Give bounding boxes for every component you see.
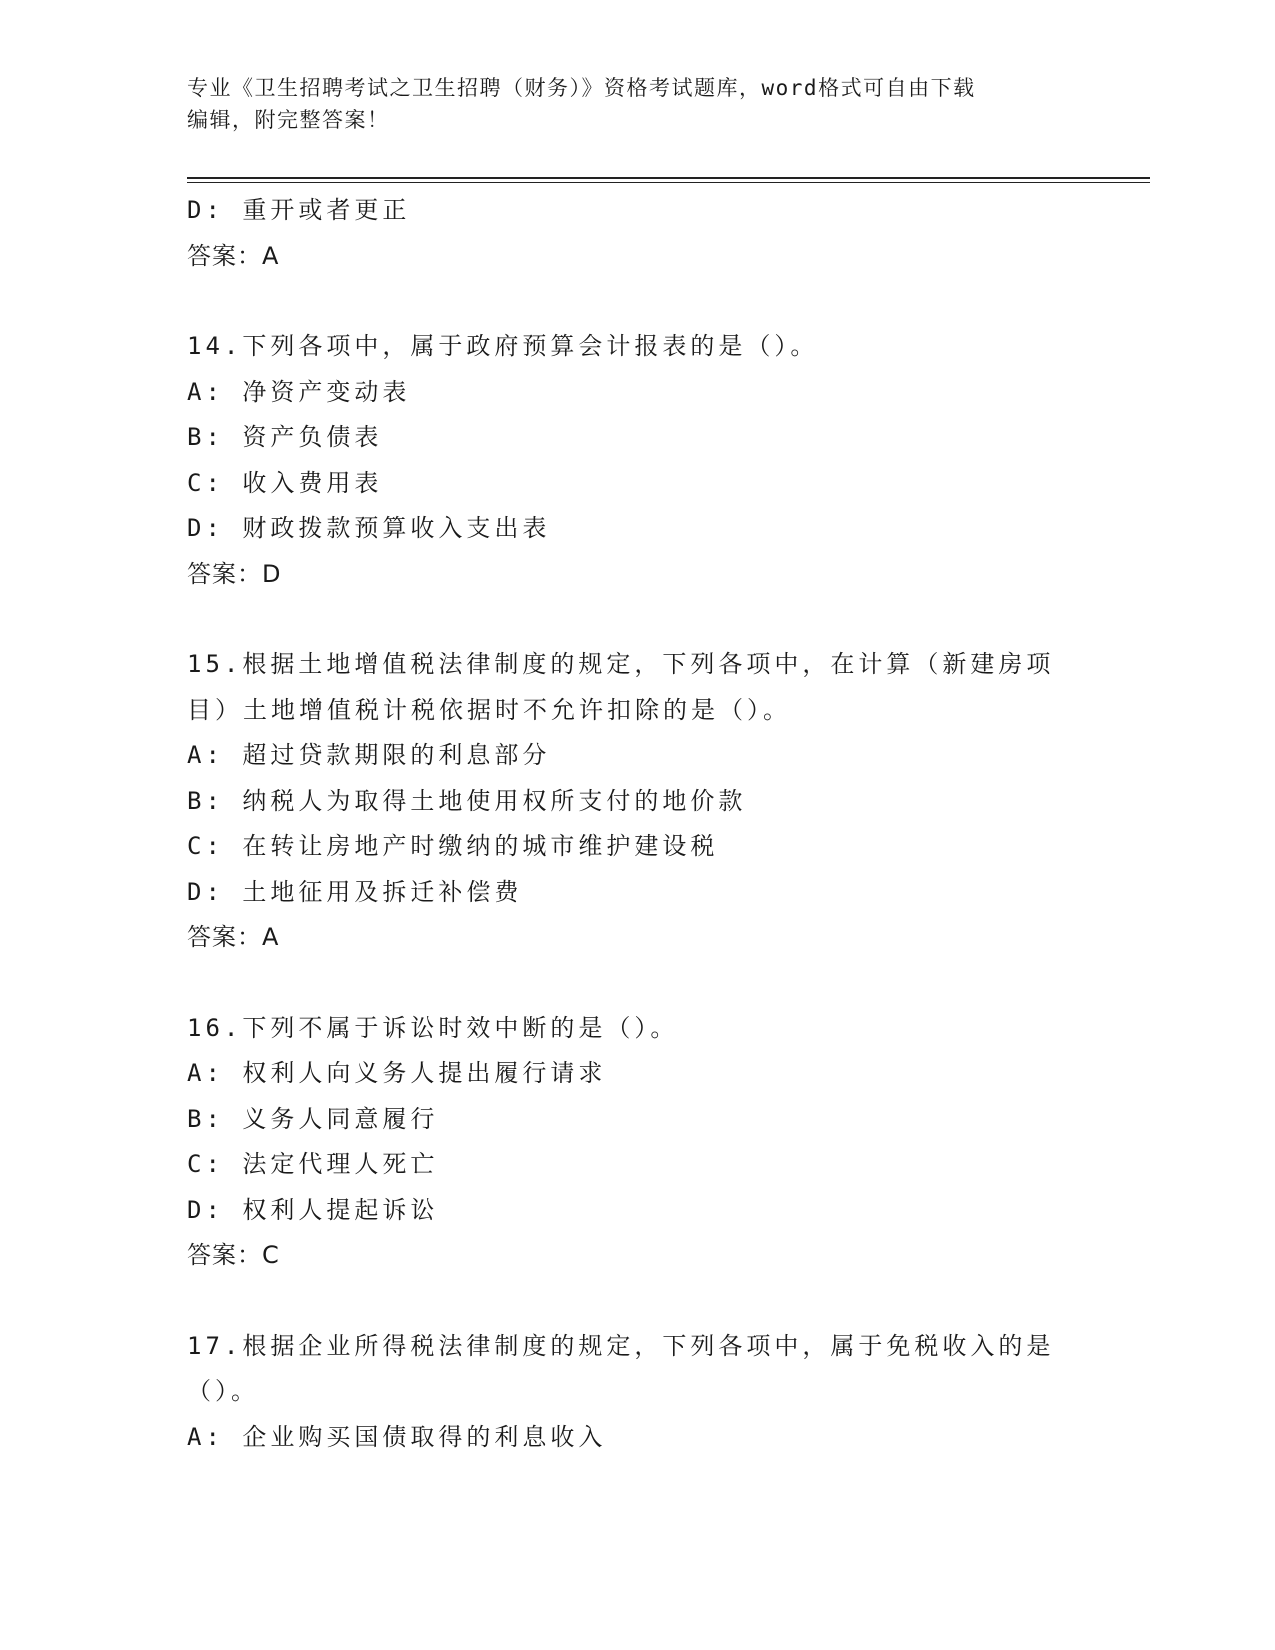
option-a: A: 企业购买国债取得的利息收入 — [187, 1422, 607, 1451]
option-c: C: 法定代理人死亡 — [187, 1150, 439, 1178]
question-16 — [187, 1006, 1087, 1279]
page-header — [187, 72, 1087, 136]
header-title-line1: 专业《卫生招聘考试之卫生招聘（财务）》资格考试题库，word格式可自由下载 — [187, 76, 976, 100]
option-d: D: 权利人提起诉讼 — [187, 1195, 439, 1224]
question-14 — [187, 324, 1087, 597]
option-b: B: 义务人同意履行 — [187, 1104, 439, 1133]
header-title-line2: 编辑，附完整答案！ — [187, 108, 390, 132]
option-b: B: 资产负债表 — [187, 423, 383, 451]
question-stem: 17.根据企业所得税法律制度的规定，下列各项中，属于免税收入的是（）。 — [187, 1331, 1055, 1405]
question-content — [187, 188, 1087, 1460]
header-rule-thin — [187, 182, 1150, 183]
option-c: C: 在转让房地产时缴纳的城市维护建设税 — [187, 832, 719, 860]
answer-line: 答案：A — [187, 923, 280, 951]
question-stem: 14.下列各项中，属于政府预算会计报表的是（）。 — [187, 332, 819, 360]
option-c: C: 收入费用表 — [187, 468, 383, 497]
option-a: A: 权利人向义务人提出履行请求 — [187, 1059, 607, 1087]
option-a: A: 超过贷款期限的利息部分 — [187, 741, 551, 769]
header-rule-thick — [187, 177, 1150, 179]
option-d: D: 财政拨款预算收入支出表 — [187, 514, 551, 542]
answer-line: 答案：D — [187, 559, 282, 588]
option-d: D: 土地征用及拆迁补偿费 — [187, 877, 523, 906]
option-d: D: 重开或者更正 — [187, 196, 411, 224]
option-b: B: 纳税人为取得土地使用权所支付的地价款 — [187, 786, 747, 815]
question-stem: 16.下列不属于诉讼时效中断的是（）。 — [187, 1013, 679, 1042]
option-a: A: 净资产变动表 — [187, 377, 411, 406]
previous-question-tail — [187, 188, 1087, 279]
question-15 — [187, 642, 1087, 961]
answer-line: 答案：A — [187, 241, 280, 270]
question-17 — [187, 1324, 1087, 1461]
answer-line: 答案：C — [187, 1241, 280, 1269]
question-stem: 15.根据土地增值税法律制度的规定，下列各项中，在计算（新建房项目）土地增值税计税依据时不允许扣除的是（）。 — [187, 650, 1055, 724]
